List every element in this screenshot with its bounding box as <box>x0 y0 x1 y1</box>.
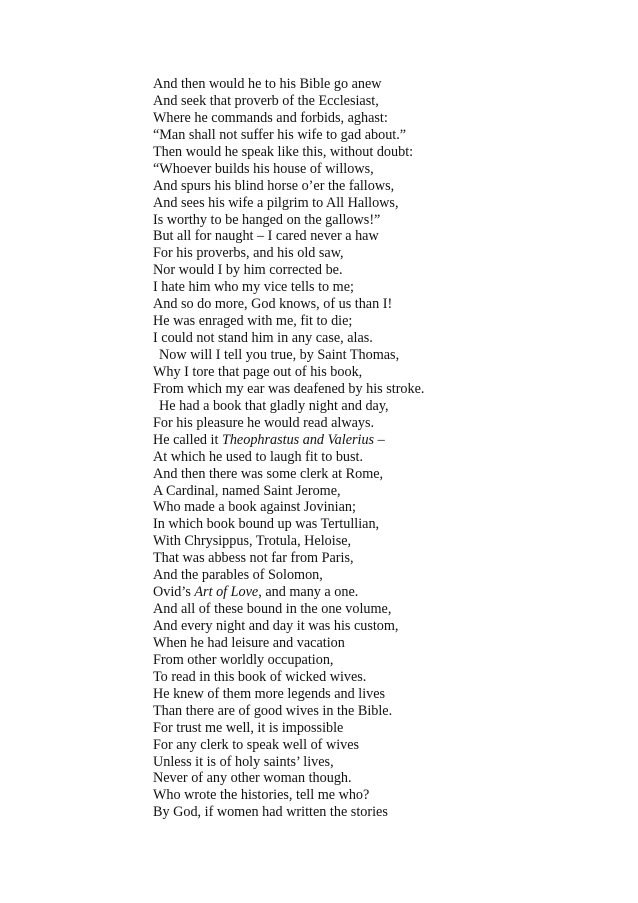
poem-line-text: – <box>374 431 385 448</box>
poem-line: I could not stand him in any case, alas. <box>153 330 373 347</box>
poem-line-italic-title: Theophrastus and Valerius <box>221 431 375 448</box>
poem-line: For trust me well, it is impossible <box>153 719 344 736</box>
poem-line-text: Ovid’s <box>153 584 195 601</box>
poem-line: Now will I tell you true, by Saint Thomas, <box>159 347 400 363</box>
poem-line: I hate him who my vice tells to me; <box>153 279 354 296</box>
poem-line: Nor would I by him corrected be. <box>153 262 343 279</box>
poem-line: Unless it is of holy saints’ lives, <box>153 753 334 770</box>
poem-line: “Man shall not suffer his wife to gad about.” <box>153 126 407 143</box>
poem-line: Who made a book against Jovinian; <box>153 499 356 516</box>
poem-line <box>153 432 593 449</box>
poem-line: For any clerk to speak well of wives <box>153 736 360 753</box>
poem-line: He was enraged with me, fit to die; <box>153 313 353 330</box>
poem-line: Is worthy to be hanged on the gallows!” <box>153 211 381 228</box>
poem-line: In which book bound up was Tertullian, <box>153 516 380 533</box>
poem-line: And seek that proverb of the Ecclesiast, <box>153 92 379 109</box>
poem-line-text: He called it <box>153 431 222 448</box>
poem-line-italic-title: Art of Love <box>194 584 259 601</box>
poem-line: And all of these bound in the one volume, <box>153 601 392 618</box>
poem-line: And then would he to his Bible go anew <box>153 76 382 92</box>
poem-line <box>153 584 593 601</box>
poem-line: That was abbess not far from Paris, <box>153 550 354 567</box>
poem-line: With Chrysippus, Trotula, Heloise, <box>153 533 352 550</box>
poem-line: He knew of them more legends and lives <box>153 685 386 702</box>
poem-line: At which he used to laugh fit to bust. <box>153 448 364 465</box>
poem-line: But all for naught – I cared never a haw <box>153 228 379 245</box>
poem-line: And so do more, God knows, of us than I! <box>153 296 393 313</box>
poem-line: By God, if women had written the stories <box>153 804 388 821</box>
poem-line: And every night and day it was his custom, <box>153 618 399 634</box>
poem-line: When he had leisure and vacation <box>153 634 345 651</box>
poem-line: Never of any other woman though. <box>153 770 352 787</box>
poem-line: And spurs his blind horse o’er the fallows, <box>153 177 395 194</box>
poem-line: And then there was some clerk at Rome, <box>153 465 384 482</box>
poem-line: “Whoever builds his house of willows, <box>153 160 374 177</box>
poem-line: And sees his wife a pilgrim to All Hallows, <box>153 194 399 211</box>
poem-line: Than there are of good wives in the Bible. <box>153 702 393 719</box>
poem-line: A Cardinal, named Saint Jerome, <box>153 482 341 499</box>
poem-line: To read in this book of wicked wives. <box>153 668 367 685</box>
poem-line: From which my ear was deafened by his stroke. <box>153 380 425 397</box>
poem-text-block <box>153 76 593 821</box>
poem-line: For his proverbs, and his old saw, <box>153 245 344 262</box>
poem-line: From other worldly occupation, <box>153 651 334 668</box>
poem-line: And the parables of Solomon, <box>153 567 323 584</box>
poem-line: For his pleasure he would read always. <box>153 414 375 431</box>
poem-line: He had a book that gladly night and day, <box>159 397 389 414</box>
poem-line: Then would he speak like this, without doubt: <box>153 143 414 160</box>
poem-line: Why I tore that page out of his book, <box>153 363 363 380</box>
poem-line-text: , and many a one. <box>258 584 359 601</box>
poem-line: Who wrote the histories, tell me who? <box>153 787 370 804</box>
poem-line: Where he commands and forbids, aghast: <box>153 109 388 126</box>
